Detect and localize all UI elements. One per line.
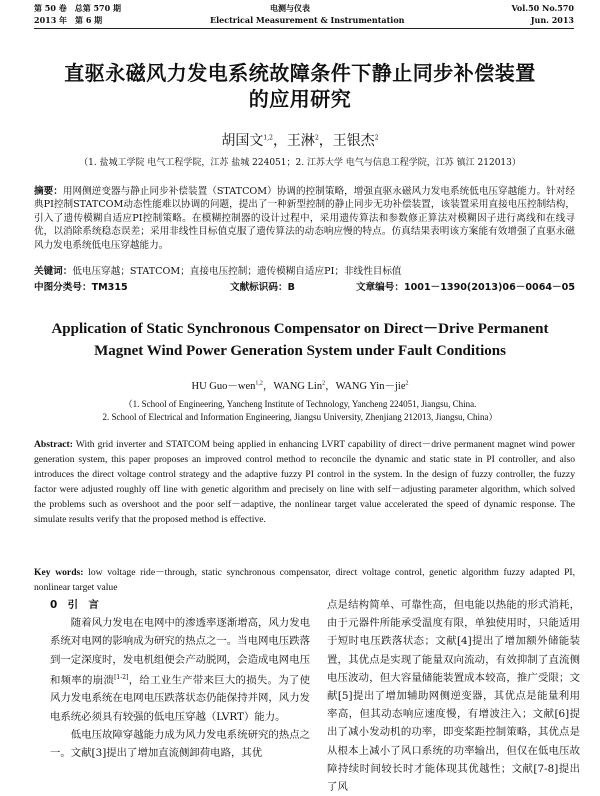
en-affiliation-1: （1. School of Engineering, Yancheng Institute of Technology, Yancheng 224051, Jiangsu, China. [123,399,477,409]
en-author-3: ，WANG Yin－jie [325,381,406,392]
cn-authors [0,130,600,150]
classification-row [34,279,575,292]
journal-name-en: Electrical Measurement & Instrumentation [210,15,405,25]
citation-ref: [1-2] [114,673,129,681]
cn-title [0,60,600,112]
cn-affiliations: （1. 盐城工学院 电气工程学院，江苏 盐城 224051；2. 江苏大学 电气与信息工程学院，江苏 镇江 212013） [79,158,521,168]
article-number: 文章编号：1001－1390(2013)06－0064－05 [355,282,575,293]
en-title-line-2: Magnet Wind Power Generation System under Fault Conditions [94,343,506,359]
cn-author-3: ，王银杰 [318,133,375,149]
cn-author-2-sup: 2 [314,134,319,142]
en-authors [0,378,600,393]
en-author-2-sup: 2 [322,380,326,387]
header-rule [34,28,574,29]
body-paragraph-3: 点是结构简单、可靠性高，但电能以热能的形式消耗，由于元器件所能承受温度有限，单独使用时，只能适用于短时电压跌落状态；文献[4]提出了增加额外储能装置，其优点是实现了能量双向流动，有效抑制了直流侧电压波动，但大容量储能装置成本较高，推广受限；文献[5]提出了增加辅助网侧逆变器，其优点是能量利用率高，但其动态响应速度慢，有增波注入；文献[6]提出了减小发动机的功率，即变桨距控制策略，其优点是从根本上减小了风口系统的功率输出，但仅在低电压故障持续时间较长时才能体现其优越性；文献[7-8]提出了风 [327,599,580,794]
section-heading: 0 引 言 [50,599,99,611]
en-abstract [34,437,575,527]
cn-author-2: ，王淋 [272,133,315,149]
cn-keywords-label: 关键词： [34,266,73,277]
cn-author-1: 胡国文 [221,133,264,149]
issue-date: Jun. 2013 [530,15,574,25]
cn-abstract-label: 摘要： [34,186,63,197]
running-header-bottom [0,14,600,26]
year-issue: 2013 年 第 6 期 [34,15,103,25]
cn-abstract-text: 用网侧逆变器与静止同步补偿装置（STATCOM）协调的控制策略，增强直驱永磁风力发电系统低电压穿越能力。针对经典PI控制STATCOM动态性能难以协调的问题，提出了一种新型控制的静止同步无功补偿装置，该装置采用直接电压控制结构，引入了遗传模糊自适应PI控制策略。在模糊控制器的设计过程中，采用遗传算法和参数修正算法对模糊因子进行离线和在线寻优，以消除系统稳态误差；采用非线性目标值克服了遗传算法的动态响应慢的特点。仿真结果表明该方案能有效增强了直驱永磁风力发电系统低电压穿越能力。 [34,186,576,251]
en-author-1: HU Guo－wen [191,381,256,392]
body-right-column [327,596,580,796]
document-code: 文献标识码：B [230,282,295,293]
en-abstract-text: With grid inverter and STATCOM being applied in enhancing LVRT capability of direct－drive permanent magnet wind power generation system, this paper proposes an improved control method to reconcile the dynamic and static state in PI controller, and also introduces the direct voltage control strategy and the adaptive fuzzy PI control in the system. In the design of fuzzy controller, the fuzzy factor were adjusted roughly off line with genetic algorithm and precisely on line with self－adjusting parameter algorithm, which solved the problems such as overshoot and the poor self－adaptive, the nonlinear target value accelerated the speed of dynamic response. The simulate results verify that the proposed method is effective. [34,439,575,525]
clc-number: 中图分类号：TM315 [34,282,128,293]
body-paragraph-1: 随着风力发电在电网中的渗透率逐渐增高，风力发电系统对电网的影响成为研究的热点之一。当电网电压跌落到一定深度时，发电机组便会产动脱网，会造成电网电压和频率的崩溃[1-2]，给工业生产带来巨大的损失。为了使风力发电系统在电网电压跌落状态仍能保持并网，风力发电系统必须具有较强的低电压穿越（LVRT）能力。 [50,617,311,723]
en-keywords-label: Key words: [34,567,84,578]
en-abstract-label: Abstract: [34,439,73,450]
en-author-2: ，WANG Lin [262,381,323,392]
cn-author-3-sup: 2 [374,134,379,142]
en-affiliations [0,398,600,424]
cn-title-line-1: 直驱永磁风力发电系统故障条件下静止同步补偿装置 [64,61,536,85]
en-author-3-sup: 2 [405,380,409,387]
en-author-1-sup: 1,2 [255,380,263,387]
cn-keywords [34,265,575,278]
cn-keywords-text: 低电压穿越；STATCOM；直接电压控制；遗传模糊自适应PI；非线性目标值 [72,266,402,277]
body-paragraph-2: 低电压故障穿越能力成为风力发电系统研究的热点之一。文献[3]提出了增加直流侧卸荷电路，其优 [50,728,310,760]
en-title [0,318,600,362]
cn-title-line-2: 的应用研究 [248,87,352,111]
en-affiliation-2: 2. School of Electrical and Information Engineering, Jiangsu University, Zhenjiang 212013, Jiangsu, China） [102,412,498,422]
cn-abstract [34,185,575,252]
body-left-column [50,596,310,762]
running-header-top [0,2,600,14]
en-title-line-1: Application of Static Synchronous Compensator on Direct－Drive Permanent [51,321,549,337]
volume-issue-en: Vol.50 No.570 [511,3,574,13]
volume-issue: 第 50 卷 总第 570 期 [34,3,121,13]
cn-author-1-sup: 1,2 [263,134,273,142]
en-keywords [34,565,575,595]
journal-name: 电测与仪表 [270,3,310,13]
en-keywords-text: low voltage ride－through, static synchronous compensator, direct voltage control, genetic algorithm fuzzy adapted PI, nonlinear target value [34,567,576,593]
